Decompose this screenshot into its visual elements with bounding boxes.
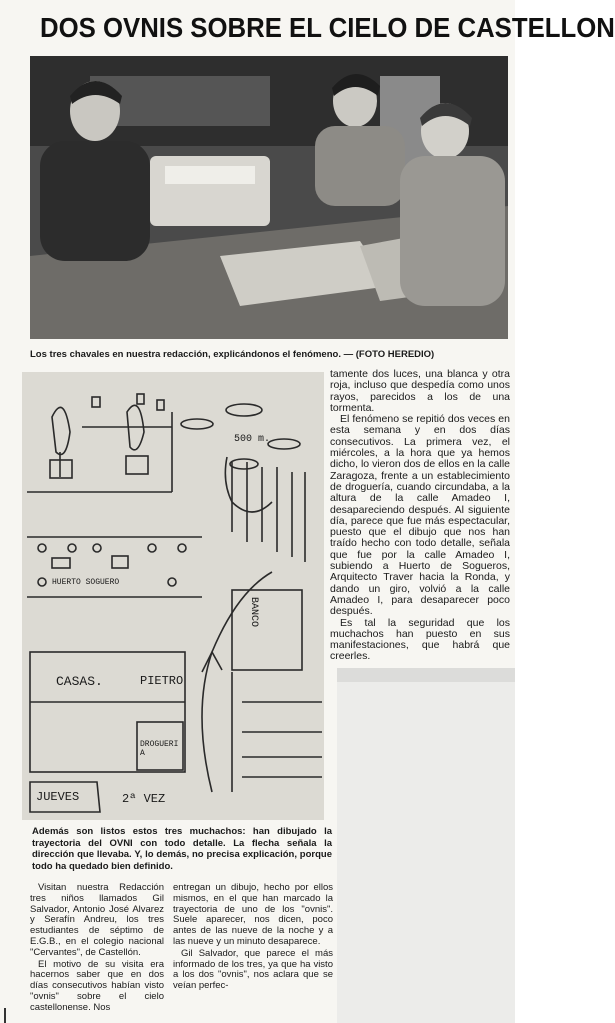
headline: DOS OVNIS SOBRE EL CIELO DE CASTELLON [40, 12, 615, 43]
photo-caption: Los tres chavales en nuestra redacción, explicándonos el fenómeno. — (FOTO HEREDIO) [30, 349, 435, 360]
drawing-label-street2: BANCO [248, 597, 259, 628]
paragraph: tamente dos luces, una blanca y otra roja, incluso que despedía como unos rayos, parecidos a los de una tormenta. [330, 368, 510, 414]
drawing-label-jueves: JUEVES [36, 790, 80, 804]
article-left-column [30, 883, 164, 1015]
blank-area [337, 668, 515, 1023]
drawing-caption: Además son listos estos tres muchachos: han dibujado la trayectoria del OVNI con todo detalle. La flecha señala la dirección que llevaba. Y, lo demás, no precisa explicación, porque todo ha quedado bien definido. [32, 826, 332, 872]
drawing-label-street1: HUERTO SOGUERO [52, 578, 120, 587]
drawing-label-casas: CASAS. [56, 674, 103, 689]
drawing-label-pietro: PIETRO [140, 674, 184, 688]
paragraph: Gil Salvador, que parece el más informado de los tres, ya que ha visto a los dos "ovnis", nos aclara que se veían perfec- [173, 947, 333, 992]
childs-drawing-map [22, 372, 324, 820]
paragraph: El motivo de su visita era hacernos saber que en dos días consecutivos habían visto "ovnis" sobre el cielo castellonense. Nos [30, 958, 164, 1013]
paragraph: entregan un dibujo, hecho por ellos mismos, en el que han marcado la trayectoria de uno de los "ovnis". Suele aparecer, nos dicen, poco antes de las nueve de la noche y a las nueve y un minuto desaparece. [173, 882, 333, 947]
paragraph: El fenómeno se repitió dos veces en esta semana y en dos días consecutivos. La primera vez, el miércoles, a la hora que ya hemos dicho, lo vieron dos de ellos en la calle Zaragoza, frente a un establecimiento de droguería, cuando circundaba, a la altura de la calle Amadeo I, desapareciendo después. Al siguiente día, parece que fue más espectacular, puesto que el dibujo que nos han traído hecho con todo detalle, señala que fue por la calle Amadeo I, subiendo a Huerto de Sogueros, Arquitecto Traver hacia la Ronda, y dando un giro, volvió a la calle Amadeo I, para desaparecer poco después. [330, 413, 510, 618]
photo-illustration [30, 56, 508, 339]
drawing-label-vez: 2ª VEZ [122, 792, 166, 806]
photo-three-boys [30, 56, 508, 339]
article-right-column [330, 369, 510, 663]
article-middle-column [173, 883, 333, 993]
drawing-label-distance: 500 m. [234, 434, 271, 445]
paragraph: Visitan nuestra Redacción tres niños llamados Gil Salvador, Antonio José Alvarez y Serafín Andreu, los tres estudiantes de séptimo de E.G.B., en el colegio nacional "Cervantes", de Castellón. [30, 882, 164, 958]
paragraph: Es tal la seguridad que los muchachos han puesto en sus manifestaciones, que habrá que creerles. [330, 616, 510, 663]
drawing-label-drogueria: DROGUERIA [140, 740, 179, 758]
column-rule [4, 1008, 6, 1023]
